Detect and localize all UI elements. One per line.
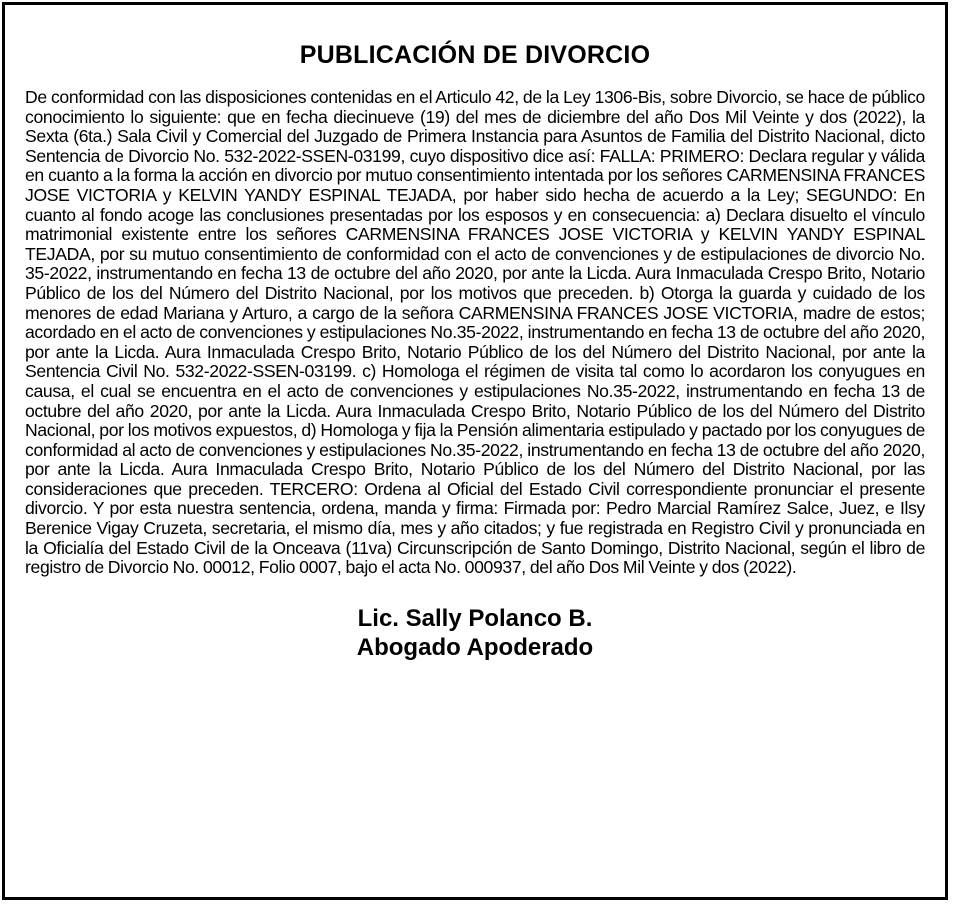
notice-title: PUBLICACIÓN DE DIVORCIO — [299, 41, 651, 69]
signature-block — [25, 604, 925, 662]
signature-name: Lic. Sally Polanco B. — [357, 604, 593, 632]
notice-content — [25, 41, 925, 662]
signature-role: Abogado Apoderado — [356, 633, 594, 661]
notice-frame — [2, 2, 948, 900]
notice-body: De conformidad con las disposiciones contenidas en el Articulo 42, de la Ley 1306-Bis, sobre Divorcio, se hace de público conocimiento lo siguiente: que en fecha diecinueve (19) del mes de diciembre del año Dos Mil Veinte y dos (2022), la Sexta (6ta.) Sala Civil y Comercial del Juzgado de Primera Instancia para Asuntos de Familia del Distrito Nacional, dicto Sentencia de Divorcio No. 532-2022-SSEN-03199, cuyo dispositivo dice así: FALLA: PRIMERO: Declara regular y válida en cuanto a la forma la acción en divorcio por mutuo consentimiento intentada por los señores CARMENSINA FRANCES JOSE VICTORIA y KELVIN YANDY ESPINAL TEJADA, por haber sido hecha de acuerdo a la Ley; SEGUNDO: En cuanto al fondo acoge las conclusiones presentadas por los esposos y en consecuencia: a) Declara disuelto el vínculo matrimonial existente entre los señores CARMENSINA FRANCES JOSE VICTORIA y KELVIN YANDY ESPINAL TEJADA, por su mutuo consentimiento de conformidad con el acto de convenciones y de estipulaciones de divorcio No. 35-2022, instrumentando en fecha 13 de octubre del año 2020, por ante la Licda. Aura Inmaculada Crespo Brito, Notario Público de los del Número del Distrito Nacional, por los motivos que preceden. b) Otorga la guarda y cuidado de los menores de edad Mariana y Arturo, a cargo de la señora CARMENSINA FRANCES JOSE VICTORIA, madre de estos; acordado en el acto de convenciones y estipulaciones No.35-2022, instrumentando en fecha 13 de octubre del año 2020, por ante la Licda. Aura Inmaculada Crespo Brito, Notario Público de los del Número del Distrito Nacional, por ante la Sentencia Civil No. 532-2022-SSEN-03199. c) Homologa el régimen de visita tal como lo acordaron los conyugues en causa, el cual se encuentra en el acto de convenciones y estipulaciones No.35-2022, instrumentando en fecha 13 de octubre del año 2020, por ante la Licda. Aura Inmaculada Crespo Brito, Notario Público de los del Número del Distrito Nacional, por los motivos expuestos, d) Homologa y fija la Pensión alimentaria estipulado y pactado por los conyugues de conformidad al acto de convenciones y estipulaciones No.35-2022, instrumentando en fecha 13 de octubre del año 2020, por ante la Licda. Aura Inmaculada Crespo Brito, Notario Público de los del Número del Distrito Nacional, por las consideraciones que preceden. TERCERO: Ordena al Oficial del Estado Civil correspondiente pronunciar el presente divorcio. Y por esta nuestra sentencia, ordena, manda y firma: Firmada por: Pedro Marcial Ramírez Salce, Juez, e Ilsy Berenice Vigay Cruzeta, secretaria, el mismo día, mes y año citados; y fue registrada en Registro Civil y pronunciada en la Oficialía del Estado Civil de la Onceava (11va) Circunscripción de Santo Domingo, Distrito Nacional, según el libro de registro de Divorcio No. 00012, Folio 0007, bajo el acta No. 000937, del año Dos Mil Veinte y dos (2022). — [25, 87, 925, 578]
